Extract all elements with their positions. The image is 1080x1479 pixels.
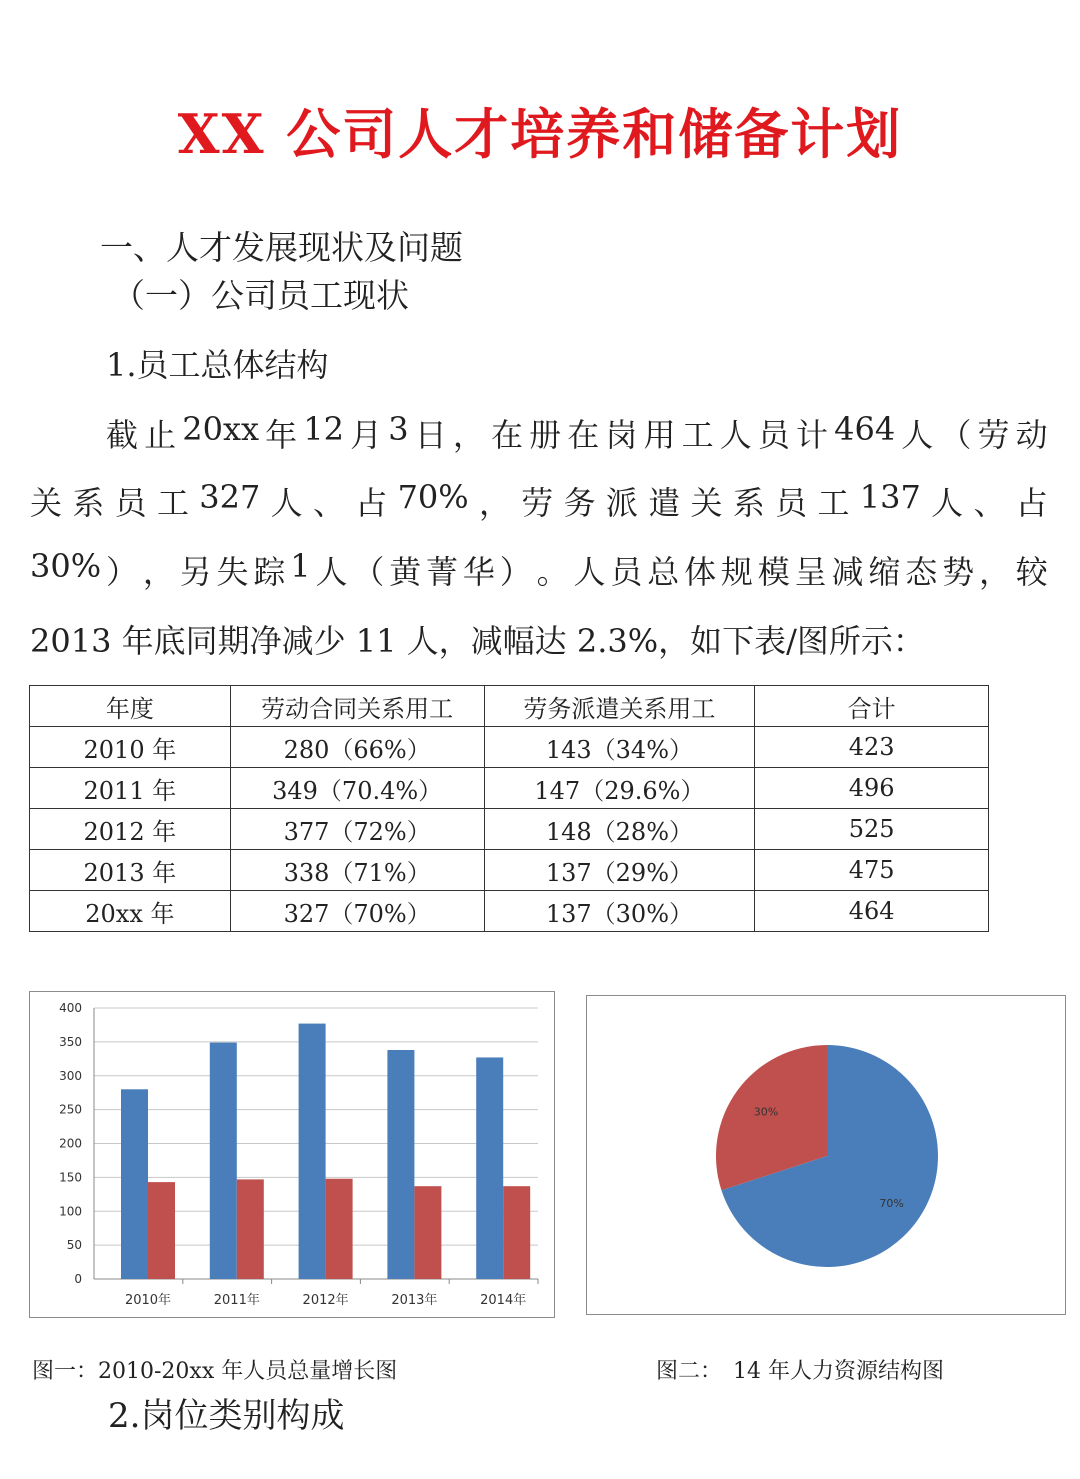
bar-labor-contract-2014年	[476, 1057, 503, 1279]
table-cell: 280（66%）	[230, 727, 484, 768]
table-cell: 377（72%）	[230, 809, 484, 850]
staff-table	[29, 685, 989, 932]
pie-chart-frame	[586, 995, 1066, 1315]
y-tick-label: 150	[59, 1170, 82, 1185]
paragraph-line-4: 2013 年底同期净减少 11 人，减幅达 2.3%，如下表/图所示：	[30, 622, 925, 660]
table-cell: 475	[755, 850, 989, 891]
paragraph-line-1: 截 止 20xx 年 12 月 3 日 ， 在 册 在 岗 用 工 人 员 计 464 人 （ 劳 动	[106, 410, 1048, 454]
bar-dispatch-2012年	[326, 1179, 353, 1279]
table-cell: 2011 年	[30, 768, 231, 809]
bar-dispatch-2014年	[503, 1186, 530, 1279]
item-heading-employee-structure: 1.员工总体结构	[106, 346, 329, 384]
table-header-row	[30, 686, 989, 727]
y-tick-label: 100	[59, 1204, 82, 1219]
table-cell: 2010 年	[30, 727, 231, 768]
y-tick-label: 250	[59, 1102, 82, 1117]
x-tick-label: 2011年	[213, 1293, 260, 1308]
y-tick-label: 50	[66, 1238, 82, 1253]
table-cell: 349（70.4%）	[230, 768, 484, 809]
figure-caption-2: 图二： 14 年人力资源结构图	[656, 1359, 944, 1384]
pie-chart	[587, 996, 1065, 1314]
table-header-cell: 合计	[755, 686, 989, 727]
subsection-heading: （一）公司员工现状	[112, 276, 409, 315]
bar-labor-contract-2010年	[121, 1089, 148, 1279]
x-tick-label: 2013年	[391, 1293, 438, 1308]
table-cell: 20xx 年	[30, 891, 231, 932]
figure-caption-1: 图一：2010-20xx 年人员总量增长图	[32, 1359, 398, 1384]
table-row	[30, 727, 989, 768]
x-tick-label: 2014年	[480, 1293, 527, 1308]
table-cell: 464	[755, 891, 989, 932]
paragraph-line-3: 30% ） ， 另 失 踪 1 人 （ 黄 菁 华 ） 。 人 员 总 体 规 模 呈 减 缩 态 势 ， 较	[30, 547, 1048, 591]
table-cell: 327（70%）	[230, 891, 484, 932]
table-row	[30, 850, 989, 891]
table-cell: 525	[755, 809, 989, 850]
y-tick-label: 300	[59, 1068, 82, 1083]
y-tick-label: 400	[59, 1001, 82, 1015]
pie-label: 30%	[753, 1105, 779, 1119]
bar-chart	[30, 992, 554, 1317]
section-heading: 一、人才发展现状及问题	[100, 228, 463, 267]
table-row	[30, 768, 989, 809]
table-cell: 2013 年	[30, 850, 231, 891]
bar-dispatch-2011年	[237, 1179, 264, 1279]
table-cell: 2012 年	[30, 809, 231, 850]
table-cell: 147（29.6%）	[484, 768, 755, 809]
x-tick-label: 2012年	[302, 1293, 349, 1308]
bar-labor-contract-2013年	[387, 1050, 414, 1279]
y-tick-label: 0	[74, 1272, 82, 1286]
bar-labor-contract-2012年	[299, 1024, 326, 1279]
bar-dispatch-2010年	[148, 1182, 175, 1279]
table-cell: 148（28%）	[484, 809, 755, 850]
table-cell: 137（30%）	[484, 891, 755, 932]
y-tick-label: 200	[59, 1136, 82, 1151]
table-header-cell: 年度	[30, 686, 231, 727]
bar-chart-frame	[29, 991, 555, 1318]
bar-dispatch-2013年	[414, 1186, 441, 1279]
y-tick-label: 350	[59, 1034, 82, 1049]
paragraph-line-2: 关 系 员 工 327 人 、 占 70% ， 劳 务 派 遣 关 系 员 工 137 人 、 占	[30, 478, 1048, 522]
table-cell: 137（29%）	[484, 850, 755, 891]
bar-labor-contract-2011年	[210, 1043, 237, 1279]
table-row	[30, 891, 989, 932]
table-cell: 496	[755, 768, 989, 809]
table-cell: 423	[755, 727, 989, 768]
x-tick-label: 2010年	[124, 1293, 172, 1308]
table-header-cell: 劳务派遣关系用工	[484, 686, 755, 727]
table-header-cell: 劳动合同关系用工	[230, 686, 484, 727]
table-row	[30, 809, 989, 850]
table-cell: 338（71%）	[230, 850, 484, 891]
document-title: XX 公司人才培养和储备计划	[177, 102, 903, 166]
item-heading-job-categories: 2.岗位类别构成	[108, 1396, 345, 1436]
table-cell: 143（34%）	[484, 727, 755, 768]
pie-label: 70%	[879, 1196, 904, 1210]
